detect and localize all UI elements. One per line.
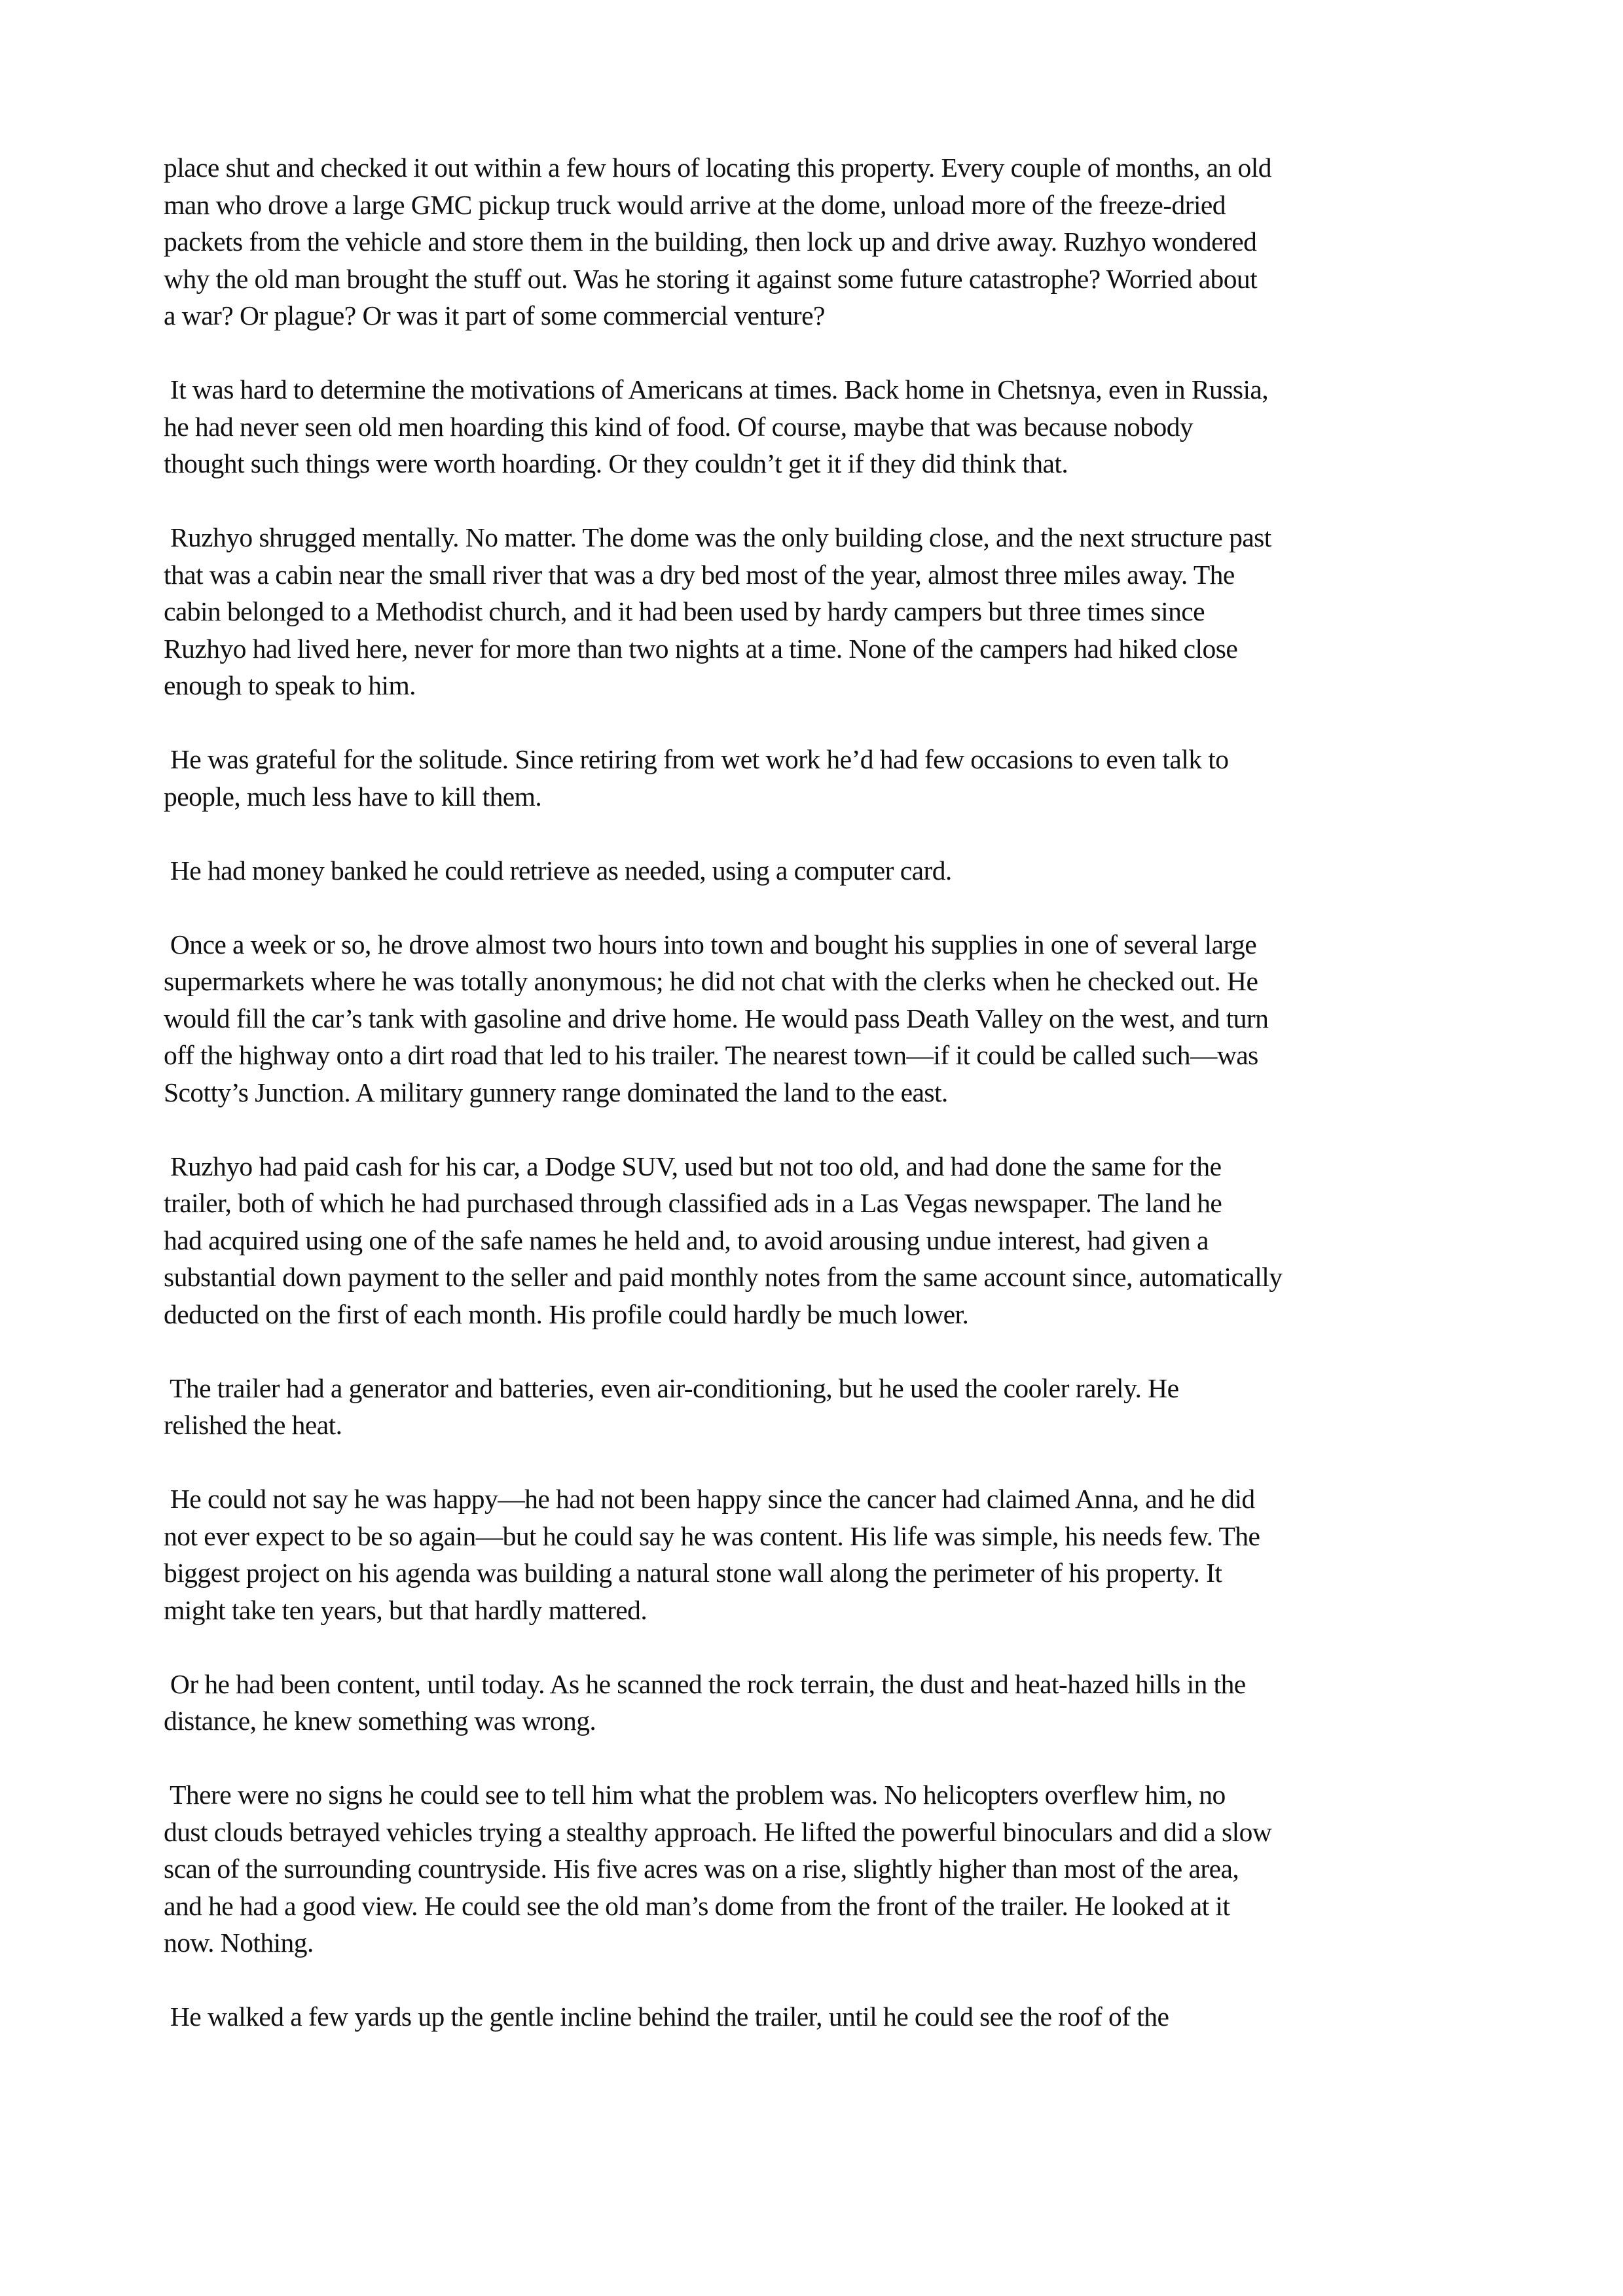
text-line: Ruzhyo shrugged mentally. No matter. The dome was the only building close, and the next structure past	[164, 522, 1271, 552]
text-line: not ever expect to be so again—but he could say he was content. His life was simple, his needs few. The	[164, 1520, 1260, 1551]
text-line: Once a week or so, he drove almost two hours into town and bought his supplies in one of several large	[164, 929, 1257, 960]
text-line: substantial down payment to the seller and paid monthly notes from the same account since, automatically	[164, 1262, 1283, 1292]
text-line: supermarkets where he was totally anonymous; he did not chat with the clerks when he checked out. He	[164, 966, 1258, 996]
text-line: Ruzhyo had paid cash for his car, a Dodge SUV, used but not too old, and had done the same for the	[164, 1151, 1222, 1181]
paragraph	[164, 1666, 1473, 1740]
text-line: trailer, both of which he had purchased through classified ads in a Las Vegas newspaper. The land he	[164, 1188, 1222, 1218]
paragraph	[164, 1998, 1473, 2036]
text-line: deducted on the first of each month. His profile could hardly be much lower.	[164, 1299, 969, 1329]
paragraph	[164, 149, 1473, 334]
text-line: scan of the surrounding countryside. His five acres was on a rise, slightly higher than most of the area,	[164, 1854, 1239, 1884]
text-line: distance, he knew something was wrong.	[164, 1706, 596, 1736]
text-line: that was a cabin near the small river that was a dry bed most of the year, almost three miles away. The	[164, 559, 1235, 590]
body-text	[164, 149, 1473, 2072]
text-line: a war? Or plague? Or was it part of some commercial venture?	[164, 300, 825, 331]
text-line: He could not say he was happy—he had not been happy since the cancer had claimed Anna, and he did	[164, 1484, 1255, 1514]
text-line: relished the heat.	[164, 1410, 342, 1440]
text-line: He walked a few yards up the gentle incline behind the trailer, until he could see the roof of the	[164, 2001, 1169, 2032]
paragraph	[164, 519, 1473, 704]
text-line: would fill the car’s tank with gasoline and drive home. He would pass Death Valley on the west, and turn	[164, 1003, 1269, 1033]
paragraph	[164, 1370, 1473, 1444]
text-line: Scotty’s Junction. A military gunnery range dominated the land to the east.	[164, 1077, 948, 1107]
text-line: packets from the vehicle and store them in the building, then lock up and drive away. Ruzhyo wondered	[164, 226, 1257, 257]
paragraph	[164, 741, 1473, 815]
paragraph	[164, 371, 1473, 482]
text-line: Or he had been content, until today. As he scanned the rock terrain, the dust and heat-hazed hills in the	[164, 1668, 1246, 1699]
text-line: he had never seen old men hoarding this kind of food. Of course, maybe that was because nobody	[164, 411, 1194, 442]
text-line: It was hard to determine the motivations of Americans at times. Back home in Chetsnya, even in Russia,	[164, 374, 1269, 404]
text-line: thought such things were worth hoarding. Or they couldn’t get it if they did think that.	[164, 448, 1068, 478]
paragraph	[164, 926, 1473, 1111]
text-line: dust clouds betrayed vehicles trying a stealthy approach. He lifted the powerful binoculars and did a slow	[164, 1816, 1272, 1847]
text-line: people, much less have to kill them.	[164, 781, 542, 812]
text-line: off the highway onto a dirt road that led to his trailer. The nearest town—if it could be called such—was	[164, 1040, 1258, 1070]
text-line: had acquired using one of the safe names he held and, to avoid arousing undue interest, had given a	[164, 1225, 1209, 1255]
text-line: He had money banked he could retrieve as needed, using a computer card.	[164, 855, 952, 886]
text-line: He was grateful for the solitude. Since retiring from wet work he’d had few occasions to even talk to	[164, 744, 1229, 774]
text-line: enough to speak to him.	[164, 670, 416, 700]
paragraph	[164, 1776, 1473, 1962]
text-line: might take ten years, but that hardly mattered.	[164, 1594, 647, 1625]
text-line: biggest project on his agenda was building a natural stone wall along the perimeter of his property. It	[164, 1558, 1222, 1588]
text-line: now. Nothing.	[164, 1928, 314, 1958]
text-line: Ruzhyo had lived here, never for more than two nights at a time. None of the campers had hiked close	[164, 633, 1238, 664]
text-line: cabin belonged to a Methodist church, and it had been used by hardy campers but three times since	[164, 596, 1205, 626]
text-line: There were no signs he could see to tell him what the problem was. No helicopters overflew him, no	[164, 1780, 1226, 1810]
text-line: The trailer had a generator and batteries, even air-conditioning, but he used the cooler rarely. He	[164, 1372, 1179, 1403]
text-line: man who drove a large GMC pickup truck would arrive at the dome, unload more of the freeze-dried	[164, 189, 1226, 220]
text-line: place shut and checked it out within a few hours of locating this property. Every couple of months, an old	[164, 152, 1271, 183]
text-line: why the old man brought the stuff out. Was he storing it against some future catastrophe? Worried about	[164, 263, 1258, 294]
paragraph	[164, 852, 1473, 889]
text-line: and he had a good view. He could see the old man’s dome from the front of the trailer. He looked at it	[164, 1890, 1230, 1921]
paragraph	[164, 1148, 1473, 1333]
paragraph	[164, 1480, 1473, 1628]
